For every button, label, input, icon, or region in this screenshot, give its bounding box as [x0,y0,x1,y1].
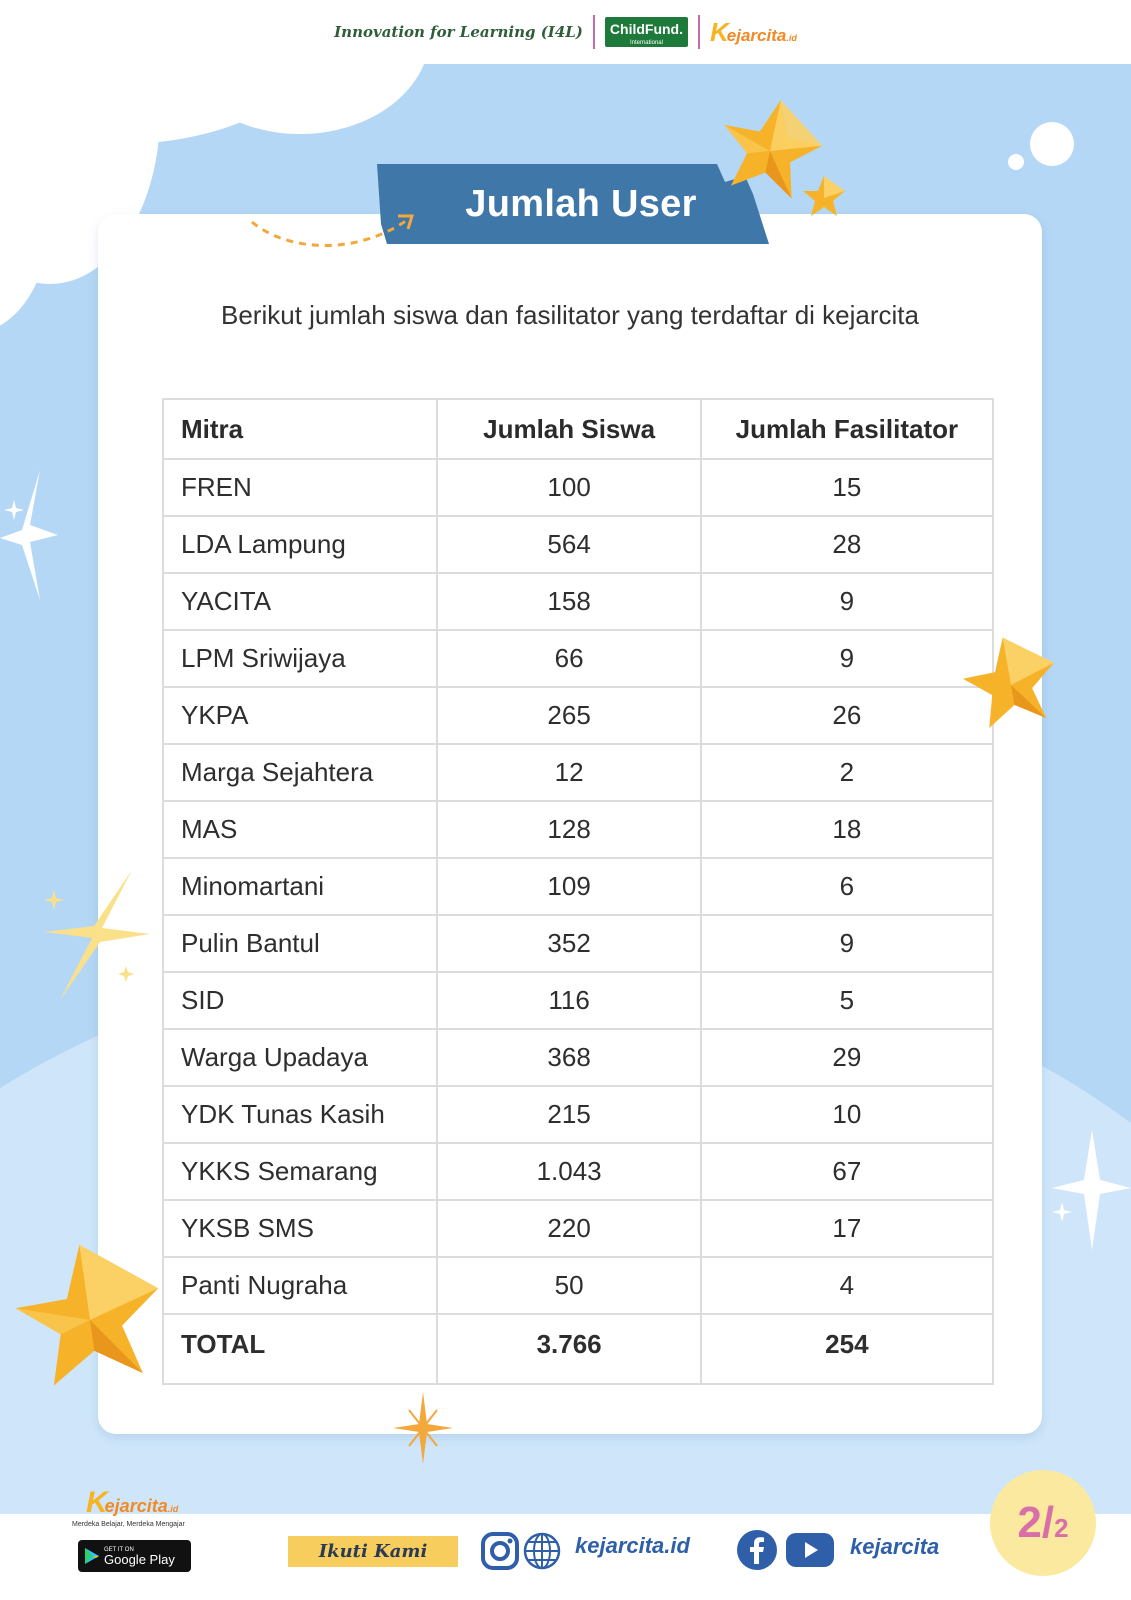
cell-mitra: YACITA [163,573,437,630]
logo-k: K [86,1486,108,1519]
table-row [163,1257,993,1314]
cell-mitra: SID [163,972,437,1029]
cell-siswa: 100 [437,459,700,516]
cell-mitra: YKSB SMS [163,1200,437,1257]
cell-fasilitator: 9 [701,630,993,687]
cell-siswa: 215 [437,1086,700,1143]
cell-mitra: Pulin Bantul [163,915,437,972]
childfund-logo-text: ChildFund. [609,21,683,37]
cell-siswa: 109 [437,858,700,915]
cell-mitra: FREN [163,459,437,516]
cell-siswa: 564 [437,516,700,573]
star-icon [8,1240,172,1400]
childfund-logo [605,17,688,47]
table-row [163,744,993,801]
table-row [163,1029,993,1086]
logo-tld: .id [167,1504,179,1514]
cell-mitra: Minomartani [163,858,437,915]
youtube-icon[interactable] [785,1532,835,1568]
play-store-icon [84,1547,100,1565]
star-icon [956,632,1066,738]
facebook-icon[interactable] [736,1529,778,1571]
sparkle-icon [1052,1130,1131,1250]
cell-mitra: LDA Lampung [163,516,437,573]
cell-siswa: 66 [437,630,700,687]
cell-fasilitator: 67 [701,1143,993,1200]
cell-fasilitator: 26 [701,687,993,744]
cell-siswa: 352 [437,915,700,972]
kejarcita-logo [710,17,797,48]
cell-mitra: YDK Tunas Kasih [163,1086,437,1143]
table-row [163,1200,993,1257]
cell-mitra: YKPA [163,687,437,744]
cell-mitra: Warga Upadaya [163,1029,437,1086]
logo-word: ejarcita [104,1496,168,1516]
header-jumlah-siswa: Jumlah Siswa [437,399,700,459]
follow-label: Ikuti Kami [288,1536,458,1567]
user-table [162,398,994,1385]
cell-fasilitator: 6 [701,858,993,915]
cell-siswa: 265 [437,687,700,744]
cell-fasilitator: 28 [701,516,993,573]
header-divider [593,15,595,49]
header-divider [698,15,700,49]
description: Berikut jumlah siswa dan fasilitator yang terdaftar di kejarcita [221,300,919,330]
header-mitra: Mitra [163,399,437,459]
sparkle-icon [40,870,150,1000]
cell-fasilitator: 18 [701,801,993,858]
bubble [1030,122,1074,166]
table-total-row [163,1314,993,1384]
google-play-badge[interactable] [78,1540,191,1572]
footer-brand [72,1486,192,1520]
cell-fasilitator: 15 [701,459,993,516]
cell-fasilitator: 4 [701,1257,993,1314]
globe-icon[interactable] [522,1531,562,1571]
cell-fasilitator: 9 [701,573,993,630]
cell-fasilitator: 9 [701,915,993,972]
table-row [163,573,993,630]
google-play-label: Google Play [104,1551,175,1567]
footer-tagline: Merdeka Belajar, Merdeka Mengajar [72,1521,185,1528]
cell-fasilitator: 5 [701,972,993,1029]
total-fasilitator: 254 [701,1314,993,1384]
table-row [163,858,993,915]
cell-siswa: 158 [437,573,700,630]
table-row [163,801,993,858]
google-play-small: GET IT ON [104,1546,134,1553]
table-row [163,1143,993,1200]
cell-siswa: 220 [437,1200,700,1257]
google-play-text [104,1547,175,1566]
cell-siswa: 116 [437,972,700,1029]
total-label: TOTAL [163,1314,437,1384]
cell-siswa: 368 [437,1029,700,1086]
sparkle-icon [0,470,60,600]
cell-mitra: YKKS Semarang [163,1143,437,1200]
table-row [163,1086,993,1143]
cell-mitra: LPM Sriwijaya [163,630,437,687]
header-jumlah-fasilitator: Jumlah Fasilitator [701,399,993,459]
table-row [163,516,993,573]
table-header-row [163,399,993,459]
cell-fasilitator: 2 [701,744,993,801]
page-number-badge [990,1470,1096,1576]
childfund-logo-sub: International [629,40,663,46]
cell-siswa: 12 [437,744,700,801]
footer-logo [72,1486,192,1528]
cell-siswa: 128 [437,801,700,858]
cell-fasilitator: 29 [701,1029,993,1086]
table-row [163,459,993,516]
logo-word: ejarcita [726,25,787,45]
sparkle-icon [392,1390,454,1466]
table-row [163,687,993,744]
total-siswa: 3.766 [437,1314,700,1384]
cell-fasilitator: 10 [701,1086,993,1143]
bubble [1008,154,1024,170]
dashed-arrow-icon [248,212,418,262]
cell-fasilitator: 17 [701,1200,993,1257]
cell-siswa: 50 [437,1257,700,1314]
table-row [163,630,993,687]
cell-mitra: Panti Nugraha [163,1257,437,1314]
instagram-icon[interactable] [480,1531,520,1571]
page-current: 2 [1017,1498,1042,1547]
cell-mitra: MAS [163,801,437,858]
top-header [0,0,1131,64]
cell-mitra: Marga Sejahtera [163,744,437,801]
website-handle[interactable]: kejarcita.id [575,1533,690,1558]
social-handle[interactable]: kejarcita [850,1534,940,1559]
page-total: 2 [1054,1513,1069,1543]
page-title: Jumlah User [465,183,697,225]
cell-siswa: 1.043 [437,1143,700,1200]
page-slash: / [1041,1498,1055,1547]
program-name: Innovation for Learning (I4L) [334,23,583,41]
logo-tld: .id [786,32,797,43]
table-row [163,972,993,1029]
logo-k: K [710,16,729,47]
star-icon [800,174,848,222]
table-row [163,915,993,972]
